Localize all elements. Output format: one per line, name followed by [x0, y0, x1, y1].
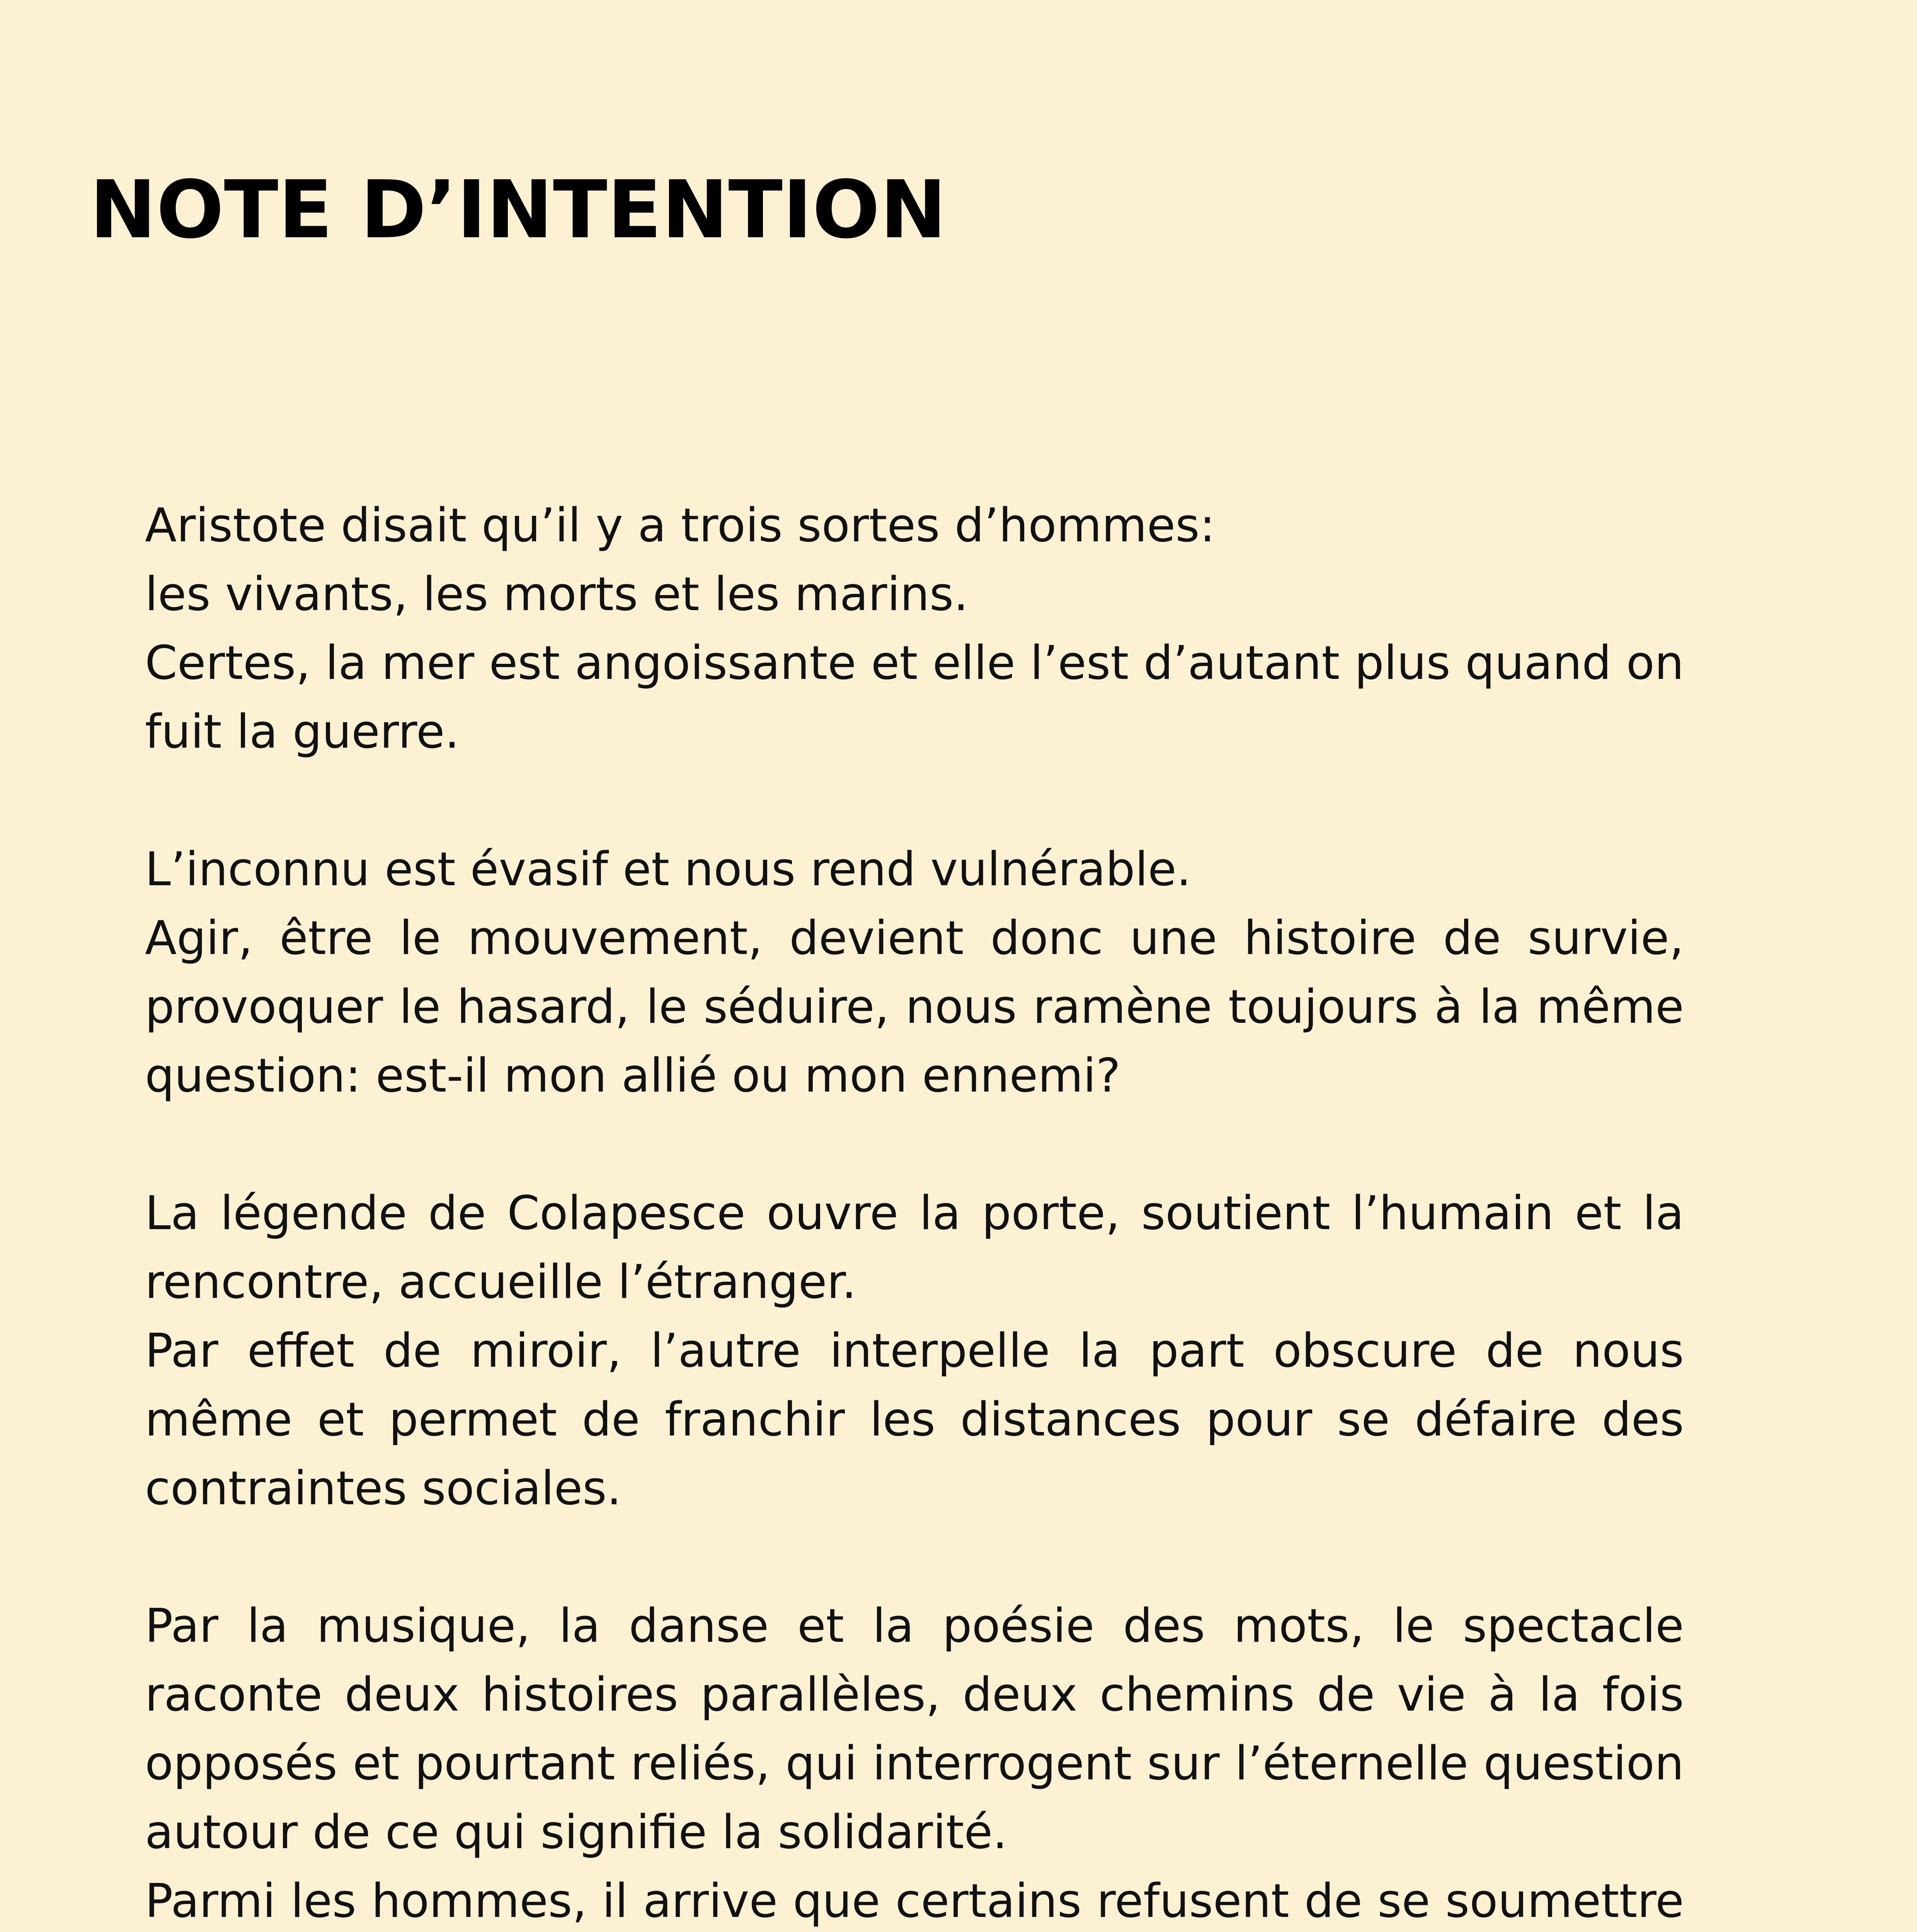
paragraph-line: les vivants, les morts et les marins. [145, 568, 969, 621]
paragraph-line: Par effet de miroir, l’autre interpelle la part obscure de nous même et permet de franchir les distances pour se défaire des contraintes sociales. [145, 1324, 1684, 1515]
paragraph-line: La légende de Colapesce ouvre la porte, soutient l’humain et la rencontre, accueille l’étranger. [145, 1187, 1684, 1309]
body-text [145, 492, 1684, 1932]
paragraph-line: Parmi les hommes, il arrive que certains refusent de se soumettre [145, 1874, 1684, 1928]
page-title: NOTE D’INTENTION [90, 163, 947, 256]
paragraph-1 [145, 492, 1684, 767]
paragraph-3 [145, 1179, 1684, 1523]
paragraph-line: Certes, la mer est angoissante et elle l’est d’autant plus quand on fuit la guerre. [145, 636, 1684, 759]
paragraph-4 [145, 1592, 1684, 1932]
paragraph-line: Par la musique, la danse et la poésie des mots, le spectacle raconte deux histoires parallèles, deux chemins de vie à la fois opposés et pourtant reliés, qui interrogent sur l’éternelle question autour de ce qui signifie la solidarité. [145, 1599, 1684, 1859]
paragraph-line: Aristote disait qu’il y a trois sortes d’hommes: [145, 499, 1216, 553]
paragraph-line: L’inconnu est évasif et nous rend vulnérable. [145, 843, 1192, 896]
paragraph-line: Agir, être le mouvement, devient donc une histoire de survie, provoquer le hasard, le séduire, nous ramène toujours à la même question: est-il mon allié ou mon ennemi? [145, 912, 1684, 1103]
paragraph-2 [145, 835, 1684, 1111]
